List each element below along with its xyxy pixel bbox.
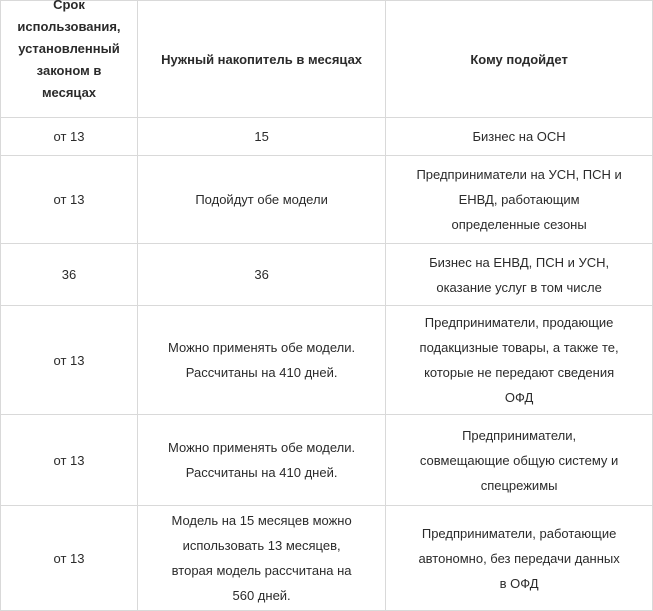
cell-term: от 13 bbox=[1, 506, 138, 611]
cell-term: от 13 bbox=[1, 118, 138, 156]
cell-storage: Подойдут обе модели bbox=[137, 156, 385, 244]
header-term bbox=[1, 1, 138, 118]
header-term-label: Срок использования, установленный законом в месяцах bbox=[17, 0, 121, 100]
cell-term: от 13 bbox=[1, 415, 138, 506]
cell-storage: Можно применять обе модели. Рассчитаны на 410 дней. bbox=[137, 415, 385, 506]
cell-suitable-for: Предприниматели, работающие автономно, без передачи данных в ОФД bbox=[386, 506, 653, 611]
cell-storage: Можно применять обе модели. Рассчитаны на 410 дней. bbox=[137, 306, 385, 415]
cell-storage: Модель на 15 месяцев можно использовать 13 месяцев, вторая модель рассчитана на 560 дней. bbox=[137, 506, 385, 611]
table-row bbox=[1, 306, 653, 415]
header-suitable-for: Кому подойдет bbox=[386, 1, 653, 118]
cell-suitable-for: Предприниматели, продающие подакцизные товары, а также те, которые не передают сведения ОФД bbox=[386, 306, 653, 415]
cell-term: от 13 bbox=[1, 156, 138, 244]
table-row bbox=[1, 118, 653, 156]
table-header-row bbox=[1, 1, 653, 118]
cell-suitable-for: Бизнес на ОСН bbox=[386, 118, 653, 156]
table-row bbox=[1, 506, 653, 611]
cell-storage: 36 bbox=[137, 244, 385, 306]
table-row bbox=[1, 415, 653, 506]
cell-suitable-for: Предприниматели, совмещающие общую систему и спецрежимы bbox=[386, 415, 653, 506]
header-storage: Нужный накопитель в месяцах bbox=[137, 1, 385, 118]
cell-storage: 15 bbox=[137, 118, 385, 156]
cell-suitable-for: Предприниматели на УСН, ПСН и ЕНВД, работающим определенные сезоны bbox=[386, 156, 653, 244]
table-row bbox=[1, 156, 653, 244]
cell-term: от 13 bbox=[1, 306, 138, 415]
cell-suitable-for: Бизнес на ЕНВД, ПСН и УСН, оказание услуг в том числе bbox=[386, 244, 653, 306]
cell-term: 36 bbox=[1, 244, 138, 306]
table-row bbox=[1, 244, 653, 306]
